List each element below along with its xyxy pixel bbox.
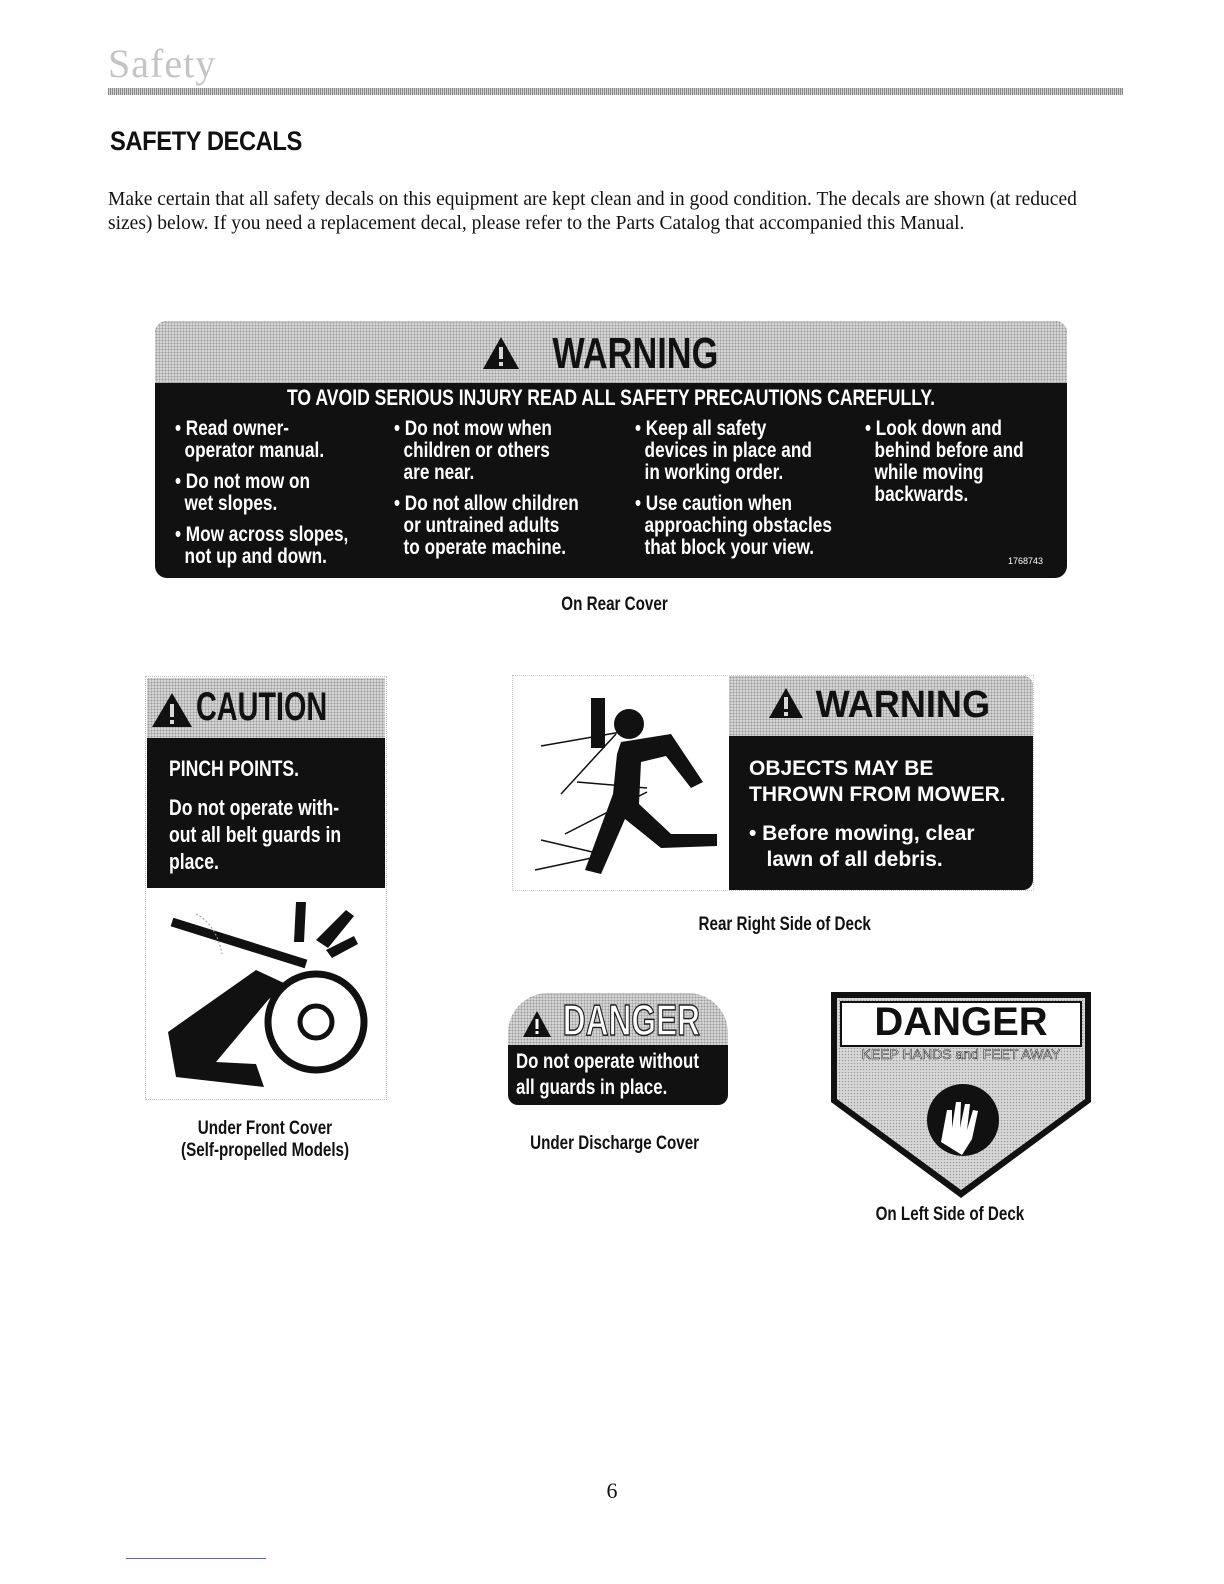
warning-decal-thrown-objects: [512, 675, 1034, 891]
caption-rear-cover: On Rear Cover: [561, 594, 669, 615]
page-number: 6: [606, 1478, 618, 1503]
warning-decal-rear-cover: [155, 321, 1067, 578]
danger-guards-title: DANGER: [508, 996, 728, 1046]
section-title: Safety: [108, 41, 217, 86]
warning-thrown-bullet: • Before mowing, clear lawn of all debris.: [749, 822, 975, 871]
warning-column-2: • Do not mow when children or others are near. • Do not allow children or untrained adults to operate machine.: [394, 416, 579, 559]
intro-paragraph: Make certain that all safety decals on this equipment are kept clean and in good condition. The decals are shown (at reduced sizes) below. If you need a replacement decal, please refer to the Parts Catalog that accompanied this Manual.: [108, 189, 1077, 234]
caption-left-side-deck: On Left Side of Deck: [875, 1204, 1025, 1225]
part-number: 1768743: [1007, 556, 1043, 566]
warning-subtitle: TO AVOID SERIOUS INJURY READ ALL SAFETY PRECAUTIONS CAREFULLY.: [286, 385, 936, 410]
caution-title: CAUTION: [146, 685, 386, 730]
warning-thrown-title: WARNING: [729, 684, 1033, 727]
warning-thrown-panel: [729, 676, 1033, 890]
pinch-point-belt-icon: [156, 892, 376, 1092]
warning-title: WARNING: [155, 329, 1067, 379]
caption-under-front-cover: Under Front Cover (Self-propelled Models): [180, 1118, 350, 1161]
page-heading: SAFETY DECALS: [110, 126, 302, 156]
caution-triangle-icon: [150, 691, 194, 729]
danger-decal-hands-feet: [829, 990, 1093, 1202]
caution-decal: [145, 676, 387, 1100]
header-rule: [108, 88, 1123, 95]
danger-guards-message: Do not operate without all guards in place.: [508, 1045, 728, 1105]
thrown-objects-figure-icon: [521, 684, 721, 884]
caption-under-discharge-cover: Under Discharge Cover: [530, 1133, 700, 1154]
warning-triangle-icon: [767, 686, 805, 720]
warning-column-1: • Read owner- operator manual. • Do not mow on wet slopes. • Mow across slopes, not up and down.: [175, 416, 349, 568]
danger-hands-subtitle: KEEP HANDS and FEET AWAY: [861, 1046, 1061, 1062]
footer-line: [126, 1558, 266, 1559]
caption-rear-right-deck: Rear Right Side of Deck: [698, 914, 872, 935]
danger-triangle-icon: [522, 1010, 552, 1038]
danger-decal-guards: [508, 993, 728, 1113]
danger-hands-title: DANGER: [874, 1000, 1048, 1044]
warning-triangle-icon: [481, 335, 521, 371]
caution-message: PINCH POINTS. Do not operate with- out all belt guards in place.: [147, 738, 385, 888]
warning-thrown-text: OBJECTS MAY BE THROWN FROM MOWER.: [749, 757, 1006, 806]
warning-column-3: • Keep all safety devices in place and in working order. • Use caution when approaching obstacles that block your view.: [635, 416, 832, 559]
warning-column-4: • Look down and behind before and while moving backwards.: [865, 416, 1024, 506]
